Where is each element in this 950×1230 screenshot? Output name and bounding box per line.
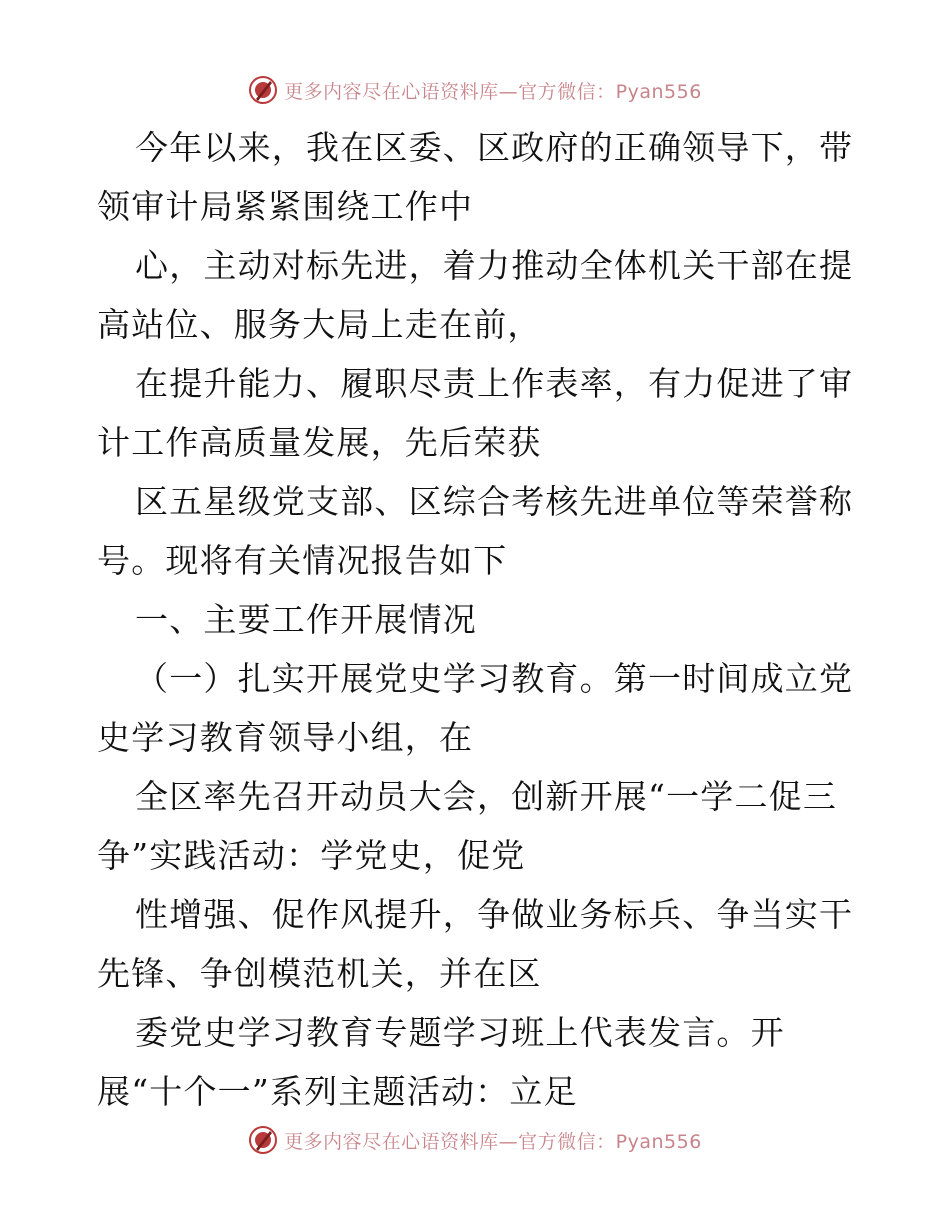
text-line: 高站位、服务大局上走在前， [97,305,542,344]
text-line: 史学习教育领导小组，在 [97,718,474,757]
watermark-text: 更多内容尽在心语资料库—官方微信：Pyan556 [284,80,702,103]
text-line: 号。现将有关情况报告如下 [97,541,508,580]
text-line: 在提升能力、履职尽责上作表率，有力促进了审 [135,364,854,403]
text-line: 委党史学习教育专题学习班上代表发言。开 [135,1013,785,1052]
text-line: 先锋、争创模范机关，并在区 [97,954,542,993]
text-line: 计工作高质量发展，先后荣获 [97,423,542,462]
text-line: 争”实践活动：学党史，促党 [97,836,526,875]
header-watermark [0,70,950,110]
quill-seal-icon [248,75,278,105]
footer-watermark [0,1120,950,1160]
text-line: 心，主动对标先进，着力推动全体机关干部在提 [135,246,854,285]
text-line: 全区率先召开动员大会，创新开展“一学二促三 [135,777,838,816]
text-line: 今年以来，我在区委、区政府的正确领导下，带 [135,128,854,167]
text-line: 性增强、促作风提升，争做业务标兵、争当实干 [135,895,854,934]
watermark-text: 更多内容尽在心语资料库—官方微信：Pyan556 [284,1130,702,1153]
text-line: 区五星级党支部、区综合考核先进单位等荣誉称 [135,482,854,521]
document-body [97,118,867,1121]
text-line: （一）扎实开展党史学习教育。第一时间成立党 [135,659,854,698]
text-line: 领审计局紧紧围绕工作中 [97,187,474,226]
section-heading: 一、主要工作开展情况 [135,600,477,639]
quill-seal-icon [248,1125,278,1155]
text-line: 展“十个一”系列主题活动：立足 [97,1072,578,1111]
